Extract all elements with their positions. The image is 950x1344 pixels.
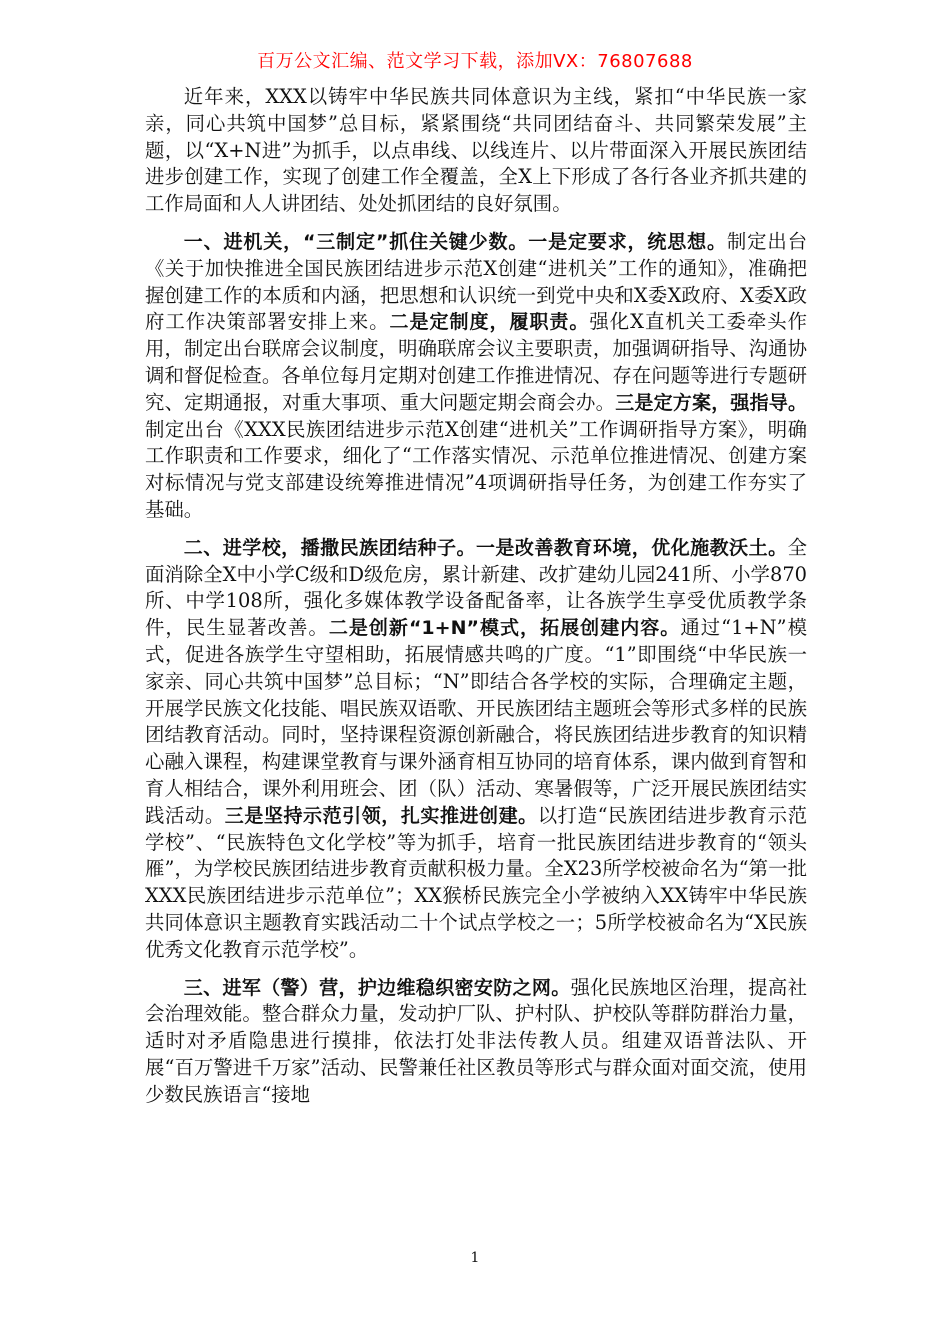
section-1-subheading-3: 三是定方案，强指导。 [615,391,807,414]
section-1-text-1: 制定出台《关于加快推进全国民族团结进步示范X创建“进机关”工作的通知》，准确把握创建工作的本质和内涵，把思想和认识统一到党中央和X委X政府、X委X政府工作决策部署安排上来。 [145,229,808,334]
document-body [145,84,807,1119]
section-2-paragraph [145,535,807,964]
intro-paragraph: 近年来，XXX以铸牢中华民族共同体意识为主线，紧扣“中华民族一家亲，同心共筑中国梦”总目标，紧紧围绕“共同团结奋斗、共同繁荣发展”主题，以“X+N进”为抓手，以点串线、以线连片、以片带面深入开展民族团结进步创建工作，实现了创建工作全覆盖，全X上下形成了各行各业齐抓共建的工作局面和人人讲团结、处处抓团结的良好氛围。 [145,85,807,216]
section-3-paragraph [145,975,807,1109]
section-1-text-2: 强化X直机关工委牵头作用，制定出台联席会议制度，明确联席会议主要职责，加强调研指导、沟通协调和督促检查。各单位每月定期对创建工作推进情况、存在问题等进行专题研究、定期通报，对重大事项、重大问题定期会商会办。 [145,310,807,414]
section-3-heading: 三、进军（警）营，护边维稳织密安防之网。 [183,976,571,999]
section-3-text-1: 强化民族地区治理，提高社会治理效能。整合群众力量，发动护厂队、护村队、护校队等群防群治力量，适时对矛盾隐患进行摸排，依法打处非法传教人员。组建双语普法队、开展“百万警进千万家”活动、民警兼任社区教员等形式与群众面对面交流，使用少数民族语言“接地 [145,975,807,1106]
header-watermark: 百万公文汇编、范文学习下载，添加VX：76807688 [257,51,693,72]
section-2-text-2: 通过“1+N”模式，促进各族学生守望相助，拓展情感共鸣的广度。“1”即围绕“中华民族一家亲、同心共筑中国梦”总目标；“N”即结合各学校的实际，合理确定主题，开展学民族文化技能、唱民族双语歌、开民族团结主题班会等形式多样的民族团结教育活动。同时，坚持课程资源创新融合，将民族团结进步教育的知识精心融入课程，构建课堂教育与课外涵育相互协同的培育体系，课内做到育智和育人相结合，课外利用班会、团（队）活动、寒暑假等，广泛开展民族团结实践活动。 [145,616,807,827]
section-2-subheading-2: 二是创新“1+N”模式，拓展创建内容。 [328,617,681,640]
section-1-subheading-2: 二是定制度，履职责。 [389,311,590,334]
section-2-text-1: 全面消除全X中小学C级和D级危房，累计新建、改扩建幼儿园241所、小学870所、中学108所，强化多媒体教学设备配备率，让各族学生享受优质教学条件，民生显著改善。 [145,535,807,640]
section-1-paragraph [145,229,807,524]
section-1-heading: 一、进机关，“三制定”抓住关键少数。一是定要求，统思想。 [183,230,727,253]
page-number: 1 [470,1250,480,1266]
section-1-text-3: 制定出台《XXX民族团结进步示范X创建“进机关”工作调研指导方案》，明确工作职责和工作要求，细化了“工作落实情况、示范单位推进情况、创建方案对标情况与党支部建设统筹推进情况”4项调研指导任务，为创建工作夯实了基础。 [145,417,807,521]
section-2-heading: 二、进学校，播撒民族团结种子。一是改善教育环境，优化施教沃土。 [183,536,788,559]
section-2-subheading-3: 三是坚持示范引领，扎实推进创建。 [224,804,538,827]
section-2-text-3: 以打造“民族团结进步教育示范学校”、“民族特色文化学校”等为抓手，培育一批民族团结进步教育的“领头雁”，为学校民族团结进步教育贡献积极力量。全X23所学校被命名为“第一批XXX民族团结进步示范单位”；XX猴桥民族完全小学被纳入XX铸牢中华民族共同体意识主题教育实践活动二十个试点学校之一；5所学校被命名为“X民族优秀文化教育示范学校”。 [145,803,807,961]
